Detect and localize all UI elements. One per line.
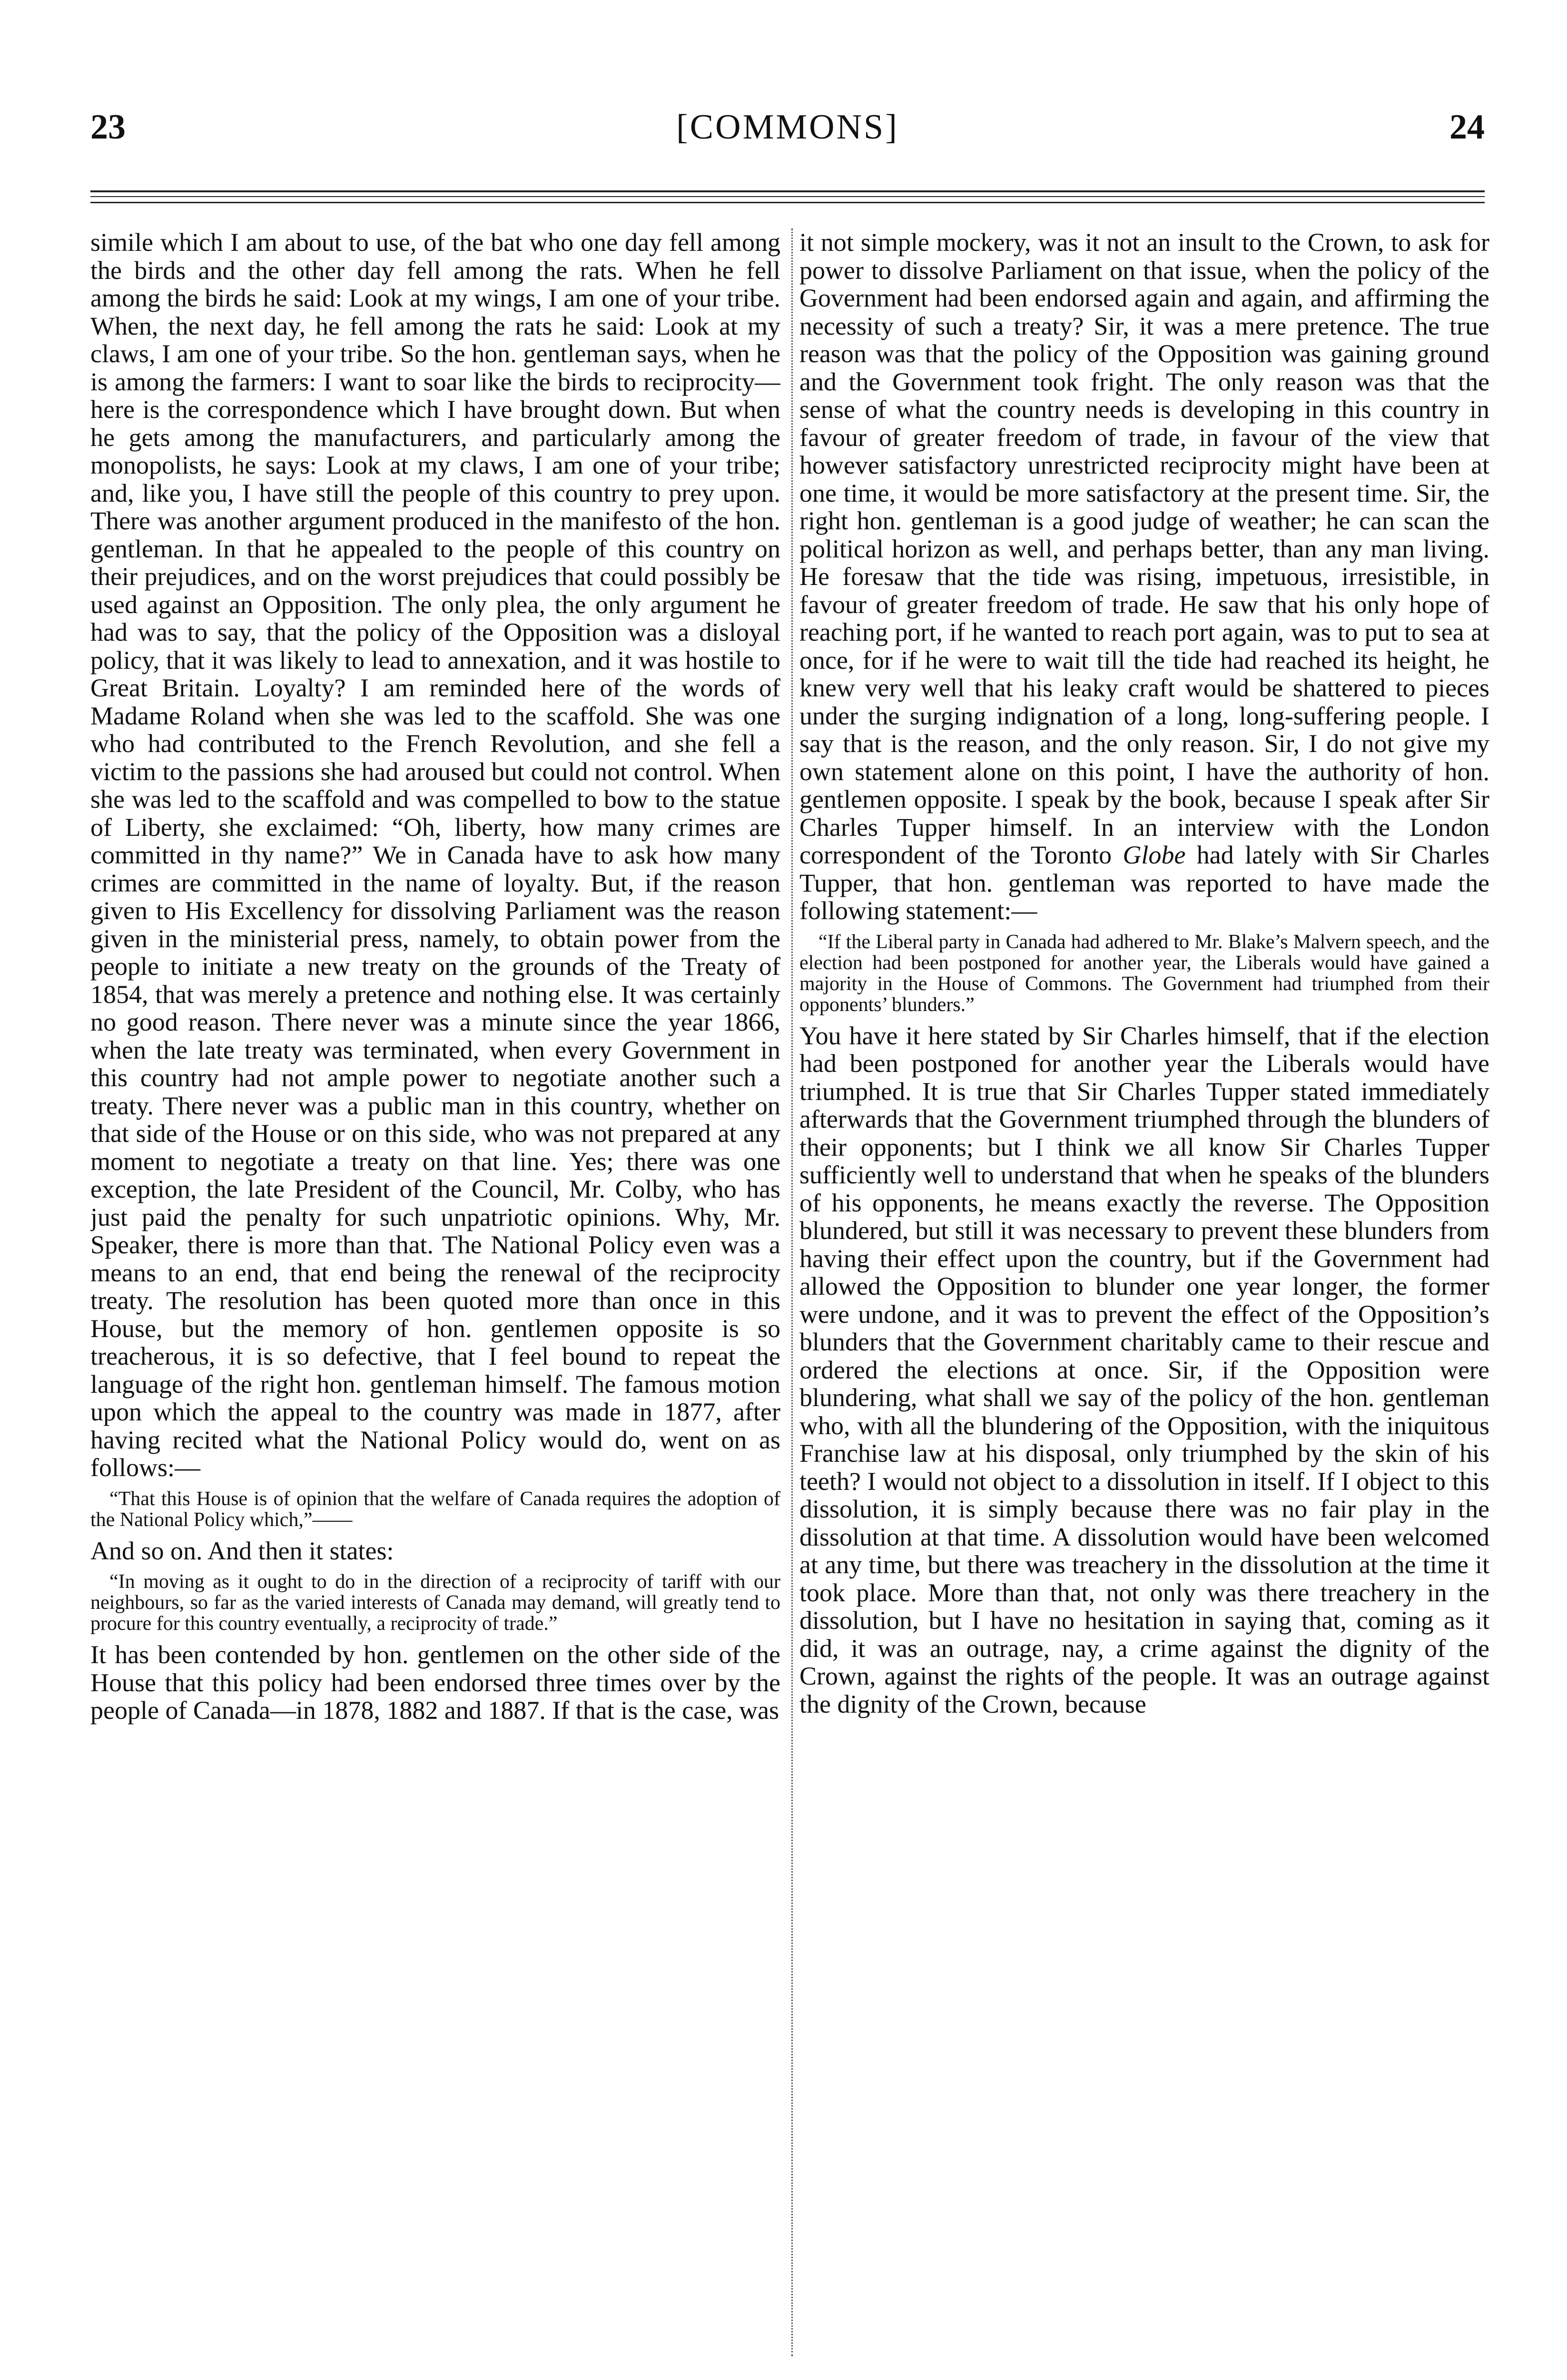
header-rule xyxy=(90,190,1485,192)
running-title: [COMMONS] xyxy=(676,108,899,147)
paragraph: simile which I am about to use, of the bat who one day fell among the birds and the other day fell among the rats. When he fell among the birds he said: Look at my wings, I am one of your tribe. When, the next day, he fell among the rats he said: Look at my claws, I am one of your tribe. So the hon. gentleman says, when he is among the farmers: I want to soar like the birds to reciprocity—here is the correspondence which I have brought down. But when he gets among the manufacturers, and particularly among the monopolists, he says: Look at my claws, I am one of your tribe; and, like you, I have still the people of this country to prey upon. There was another argument produced in the manifesto of the hon. gentleman. In that he appealed to the people of this country on their prejudices, and on the worst prejudices that could possibly be used against an Opposition. The only plea, the only argument he had was to say, that the policy of the Opposition was a disloyal policy, that it was likely to lead to annexation, and it was hostile to Great Britain. Loyalty? I am reminded here of the words of Madame Roland when she was led to the scaffold. She was one who had contributed to the French Revolution, and she fell a victim to the passions she had aroused but could not control. When she was led to the scaffold and was compelled to bow to the statue of Liberty, she exclaimed: “Oh, liberty, how many crimes are committed in thy name?” We in Canada have to ask how many crimes are committed in the name of loyalty. But, if the reason given to His Excellency for dissolving Parliament was the reason given in the ministerial press, namely, to obtain power from the people to initiate a new treaty on the grounds of the Treaty of 1854, that was merely a pretence and nothing else. It was certainly no good reason. There never was a minute since the year 1866, when the late treaty was terminated, when every Government in this country had not ample power to negotiate another such a treaty. There never was a public man in this country, whether on that side of the House or on this side, who was not prepared at any moment to negotiate a treaty on that line. Yes; there was one exception, the late President of the Council, Mr. Colby, who has just paid the penalty for such unpatriotic opinions. Why, Mr. Speaker, there is more than that. The National Policy even was a means to an end, that end being the renewal of the reciprocity treaty. The resolution has been quoted more than once in this House, but the memory of hon. gentlemen opposite is so treacherous, it is so defective, that I feel bound to repeat the language of the right hon. gentleman himself. The famous motion upon which the appeal to the country was made in 1877, after having recited what the National Policy would do, went on as follows:— xyxy=(90,228,780,1482)
block-quote: “If the Liberal party in Canada had adhered to Mr. Blake’s Malvern speech, and the election had been postponed for another year, the Liberals would have gained a majority in the House of Commons. The Government had triumphed from their opponents’ blunders.” xyxy=(799,931,1489,1016)
left-column xyxy=(90,228,780,2380)
paragraph-text: had lately with Sir Charles Tupper, that hon. gentleman was reported to have made the following statement:— xyxy=(799,841,1489,925)
paragraph: You have it here stated by Sir Charles himself, that if the election had been postponed for another year the Liberals would have triumphed. It is true that Sir Charles Tupper stated immediately afterwards that the Government triumphed through the blunders of their opponents; but I think we all know Sir Charles Tupper sufficiently well to understand that when he speaks of the blunders of his opponents, he means exactly the reverse. The Opposition blundered, but still it was necessary to prevent these blunders from having their effect upon the country, but if the Government had allowed the Opposition to blunder one year longer, the former were undone, and it was to prevent the effect of the Opposition’s blunders that the Government charitably came to their rescue and ordered the elections at once. Sir, if the Opposition were blundering, what shall we say of the policy of the hon. gentleman who, with all the blundering of the Opposition, with the iniquitous Franchise law at his disposal, only triumphed by the skin of his teeth? I would not object to a dissolution in itself. If I object to this dissolution, it is simply because there was no fair play in the dissolution at that time. A dissolution would have been welcomed at any time, but there was treachery in the dissolution at the time it took place. More than that, not only was there treachery in the dissolution, but I have no hesitation in saying that, coming as it did, it was an outrage, nay, a crime against the dignity of the Crown, against the rights of the people. It was an outrage against the dignity of the Crown, because xyxy=(799,1021,1489,1718)
header-rule xyxy=(90,196,1485,197)
block-quote: “In moving as it ought to do in the direction of a reciprocity of tariff with our neighbours, so far as the varied interests of Canada may demand, will greatly tend to procure for this country eventually, a reciprocity of trade.” xyxy=(90,1571,780,1635)
header-rule xyxy=(90,202,1485,203)
page-number-right: 24 xyxy=(1449,108,1485,147)
paragraph: And so on. And then it states: xyxy=(90,1536,394,1565)
right-column xyxy=(799,228,1489,2380)
paragraph-text: it not simple mockery, was it not an insult to the Crown, to ask for power to dissolve Parliament on that issue, when the policy of the Government had been endorsed again and again, and affirming the necessity of such a treaty? Sir, it was a mere pretence. The true reason was that the policy of the Opposition was gaining ground and the Government took fright. The only reason was that the sense of what the country needs is developing in this country in favour of greater freedom of trade, in favour of the view that however satisfactory unrestricted reciprocity might have been at one time, it would be more satisfactory at the present time. Sir, the right hon. gentleman is a good judge of weather; he can scan the political horizon as well, and perhaps better, than any man living. He foresaw that the tide was rising, impetuous, irresistible, in favour of greater freedom of trade. He saw that his only hope of reaching port, if he wanted to reach port again, was to put to sea at once, for if he were to wait till the tide had reached its height, he knew very well that his leaky craft would be shattered to pieces under the surging indignation of a long, long-suffering people. I say that is the reason, and the only reason. Sir, I do not give my own statement alone on this point, I have the authority of hon. gentlemen opposite. I speak by the book, because I speak after Sir Charles Tupper himself. In an interview with the London correspondent of the Toronto xyxy=(799,228,1489,869)
page-header xyxy=(90,107,1485,174)
paragraph xyxy=(799,228,1489,925)
page-number-left: 23 xyxy=(90,108,126,147)
paragraph: It has been contended by hon. gentlemen on the other side of the House that this policy had been endorsed three times over by the people of Canada—in 1878, 1882 and 1887. If that is the case, was xyxy=(90,1640,780,1725)
column-divider xyxy=(791,228,793,2356)
newspaper-name: Globe xyxy=(1123,841,1186,869)
block-quote: “That this House is of opinion that the welfare of Canada requires the adoption of the National Policy which,”—— xyxy=(90,1488,780,1531)
